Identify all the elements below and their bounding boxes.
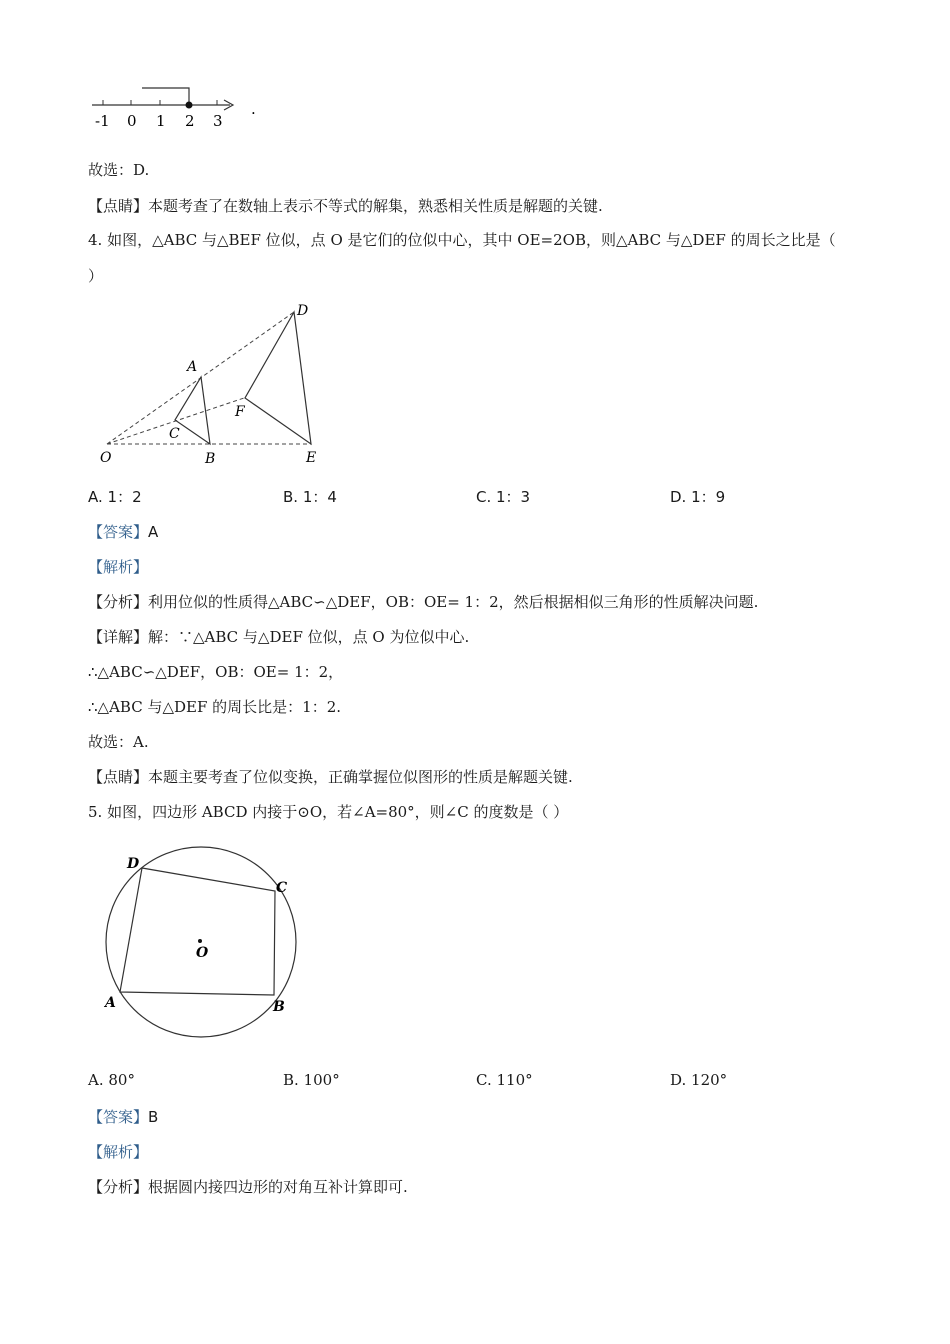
label-o: O — [196, 945, 209, 961]
q4-stem-line2: ） — [88, 267, 104, 285]
q4-step2: ∴△ABC 与△DEF 的周长比是：1：2. — [88, 698, 342, 716]
tick-label: 2 — [185, 112, 195, 130]
label-a: A — [105, 995, 116, 1011]
tick-label: -1 — [95, 112, 110, 130]
answer-value: B — [148, 1108, 159, 1126]
tick-label: 0 — [127, 112, 137, 130]
q4-option-a: A. 1：2 — [88, 488, 142, 506]
label-c: C — [169, 426, 180, 442]
q4-dianjing — [88, 767, 573, 787]
dianjing-tag: 【点睛】 — [88, 768, 149, 786]
number-line-figure — [88, 84, 348, 134]
q4-option-d: D. 1：9 — [670, 488, 726, 506]
trailing-period: . — [251, 100, 256, 118]
label-d: D — [127, 856, 140, 872]
fenxi-text: 根据圆内接四边形的对角互补计算即可. — [148, 1178, 408, 1196]
center-point — [198, 939, 202, 943]
q4-homothety-figure — [95, 300, 335, 475]
xiangjie-text: 解：∵△ABC 与△DEF 位似，点 O 为位似中心. — [148, 628, 470, 646]
q4-option-b: B. 1：4 — [283, 488, 337, 506]
q4-option-c: C. 1：3 — [476, 488, 531, 506]
q4-step1: ∴△ABC∽△DEF，OB：OE= 1：2， — [88, 663, 344, 681]
label-f: F — [235, 404, 245, 420]
answer-value: A — [148, 523, 159, 541]
label-c: C — [276, 880, 288, 896]
q5-option-d: D. 120° — [670, 1071, 728, 1089]
q5-option-b: B. 100° — [283, 1071, 340, 1089]
fenxi-tag: 【分析】 — [88, 593, 149, 611]
q5-answer — [88, 1107, 158, 1127]
q4-answer — [88, 522, 158, 542]
xiangjie-tag: 【详解】 — [88, 628, 149, 646]
label-o: O — [100, 450, 112, 466]
label-a: A — [187, 359, 198, 375]
q4-analysis-tag: 【解析】 — [88, 558, 149, 576]
q4-fenxi — [88, 592, 758, 612]
q5-inscribed-quadrilateral-figure — [100, 845, 320, 1045]
answer-tag: 【答案】 — [88, 523, 149, 541]
q4-conclusion: 故选：A. — [88, 733, 149, 751]
triangle-abc — [175, 377, 210, 444]
q5-option-a: A. 80° — [88, 1071, 135, 1089]
tick-label: 1 — [156, 112, 166, 130]
label-e: E — [306, 450, 317, 466]
comment-tag: 【点睛】 — [88, 197, 149, 215]
fenxi-text: 利用位似的性质得△ABC∽△DEF，OB：OE= 1：2，然后根据相似三角形的性质解决问题. — [148, 593, 759, 611]
dianjing-text: 本题主要考查了位似变换，正确掌握位似图形的性质是解题关键. — [148, 768, 573, 786]
comment-text: 本题考查了在数轴上表示不等式的解集，熟悉相关性质是解题的关键. — [148, 197, 603, 215]
fenxi-tag: 【分析】 — [88, 1178, 149, 1196]
q5-stem: 5. 如图，四边形 ABCD 内接于⊙O，若∠A=80°，则∠C 的度数是（ ） — [88, 803, 569, 821]
answer-tag: 【答案】 — [88, 1108, 149, 1126]
q5-fenxi — [88, 1177, 408, 1197]
q3-comment — [88, 196, 603, 216]
tick-label: 3 — [213, 112, 223, 130]
solid-point — [186, 102, 193, 109]
label-b: B — [273, 999, 285, 1015]
q5-analysis-tag: 【解析】 — [88, 1143, 149, 1161]
solution-set-bracket — [142, 88, 189, 105]
quadrilateral-abcd — [120, 868, 275, 995]
q4-stem-line1: 4. 如图，△ABC 与△BEF 位似，点 O 是它们的位似中心，其中 OE=2OB，则△ABC 与△DEF 的周长之比是（ — [88, 231, 836, 249]
triangle-def — [245, 312, 311, 444]
label-b: B — [205, 451, 216, 467]
q4-xiangjie — [88, 627, 469, 647]
q5-option-c: C. 110° — [476, 1071, 533, 1089]
q3-answer-line: 故选：D. — [88, 161, 150, 179]
label-d: D — [297, 303, 309, 319]
